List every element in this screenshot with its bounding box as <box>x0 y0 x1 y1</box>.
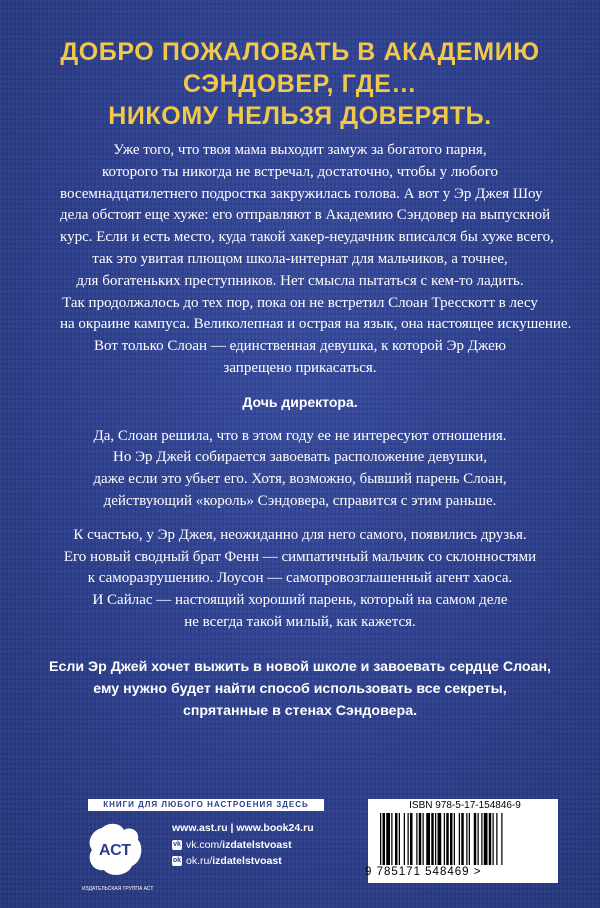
text-line: Его новый сводный брат Фенн — симпатичный мальчик со склонностями <box>63 548 537 565</box>
text-line: даже если это убьет его. Хотя, возможно, бывший парень Слоан, <box>93 471 507 488</box>
text-line: не всегда такой милый, как кажется. <box>184 613 416 630</box>
text-line: действующий «король» Сэндовера, справится с этим раньше. <box>103 492 497 509</box>
vk-name: izdatelstvoast <box>222 839 292 851</box>
text-line: Вот только Слоан — единственная девушка, к которой Эр Джею <box>94 338 506 355</box>
ok-prefix: ok.ru/ <box>186 855 213 867</box>
text-line: к саморазрушению. Лоусон — самопровозглашенный агент хаоса. <box>87 570 513 587</box>
closing-statement <box>40 656 560 722</box>
website-links[interactable]: www.ast.ru | www.book24.ru <box>172 822 314 834</box>
ast-logo <box>86 822 144 884</box>
text-line: Так продолжалось до тех пор, пока он не встретил Слоан Тресскотт в лесу <box>62 294 538 311</box>
paragraph-2 <box>60 426 540 513</box>
ok-link[interactable] <box>172 855 342 867</box>
text-line: Да, Слоан решила, что в этом году ее не интересуют отношения. <box>93 427 507 444</box>
headline-line-1: ДОБРО ПОЖАЛОВАТЬ В АКАДЕМИЮ <box>60 38 540 66</box>
barcode <box>376 813 552 869</box>
closing-line: ему нужно будет найти способ использовать все секреты, <box>93 681 507 697</box>
headline-line-3: НИКОМУ НЕЛЬЗЯ ДОВЕРЯТЬ. <box>108 102 492 130</box>
text-line: К счастью, у Эр Джея, неожиданно для него самого, появились друзья. <box>73 526 527 543</box>
vk-prefix: vk.com/ <box>186 839 223 851</box>
ok-name: izdatelstvoast <box>212 855 282 867</box>
paragraph-3 <box>60 525 540 634</box>
logo-text: АСТ <box>98 842 132 859</box>
text-line: Но Эр Джей собирается завоевать расположение девушки, <box>113 449 487 466</box>
headline-line-2: СЭНДОВЕР, ГДЕ… <box>182 70 418 98</box>
closing-line: Если Эр Джей хочет выжить в новой школе и завоевать сердце Слоан, <box>49 659 551 675</box>
text-line: дела обстоят еще хуже: его отправляют в Академию Сэндовер на выпускной <box>60 207 551 224</box>
text-line: на окраине кампуса. Великолепная и острая на язык, она настоящее искушение. <box>60 316 572 333</box>
synopsis <box>60 140 572 634</box>
barcode-digits: 9 785171 548469 > <box>365 866 482 878</box>
text-line: запрещено прикасаться. <box>223 359 377 376</box>
text-line: так это увитая плющом школа-интернат для мальчиков, а точнее, <box>92 250 508 267</box>
text-line: восемнадцатилетнего подростка закружилась голова. А вот у Эр Джея Шоу <box>60 185 543 202</box>
text-line: для богатеньких преступников. Нет смысла пытаться с кем-то ладить. <box>76 272 524 289</box>
bold-statement: Дочь директора. <box>242 393 358 410</box>
text-line: И Сайлас — настоящий хороший парень, который на самом деле <box>92 592 508 609</box>
publisher-tagline: КНИГИ ДЛЯ ЛЮБОГО НАСТРОЕНИЯ ЗДЕСЬ <box>88 799 324 811</box>
text-line: которого ты никогда не встречал, достаточно, чтобы у любого <box>102 163 498 180</box>
paragraph-1 <box>60 140 572 380</box>
closing-line: спрятанные в стенах Сэндовера. <box>182 703 418 719</box>
text-line: курс. Если и есть место, куда такой хакер-неудачник вписался бы хуже всего, <box>60 229 554 246</box>
text-line: Уже того, что твоя мама выходит замуж за богатого парня, <box>113 142 487 158</box>
vk-link[interactable] <box>172 839 342 851</box>
isbn-label: ISBN 978-5-17-154846-9 <box>409 800 521 811</box>
logo-caption: ИЗДАТЕЛЬСКАЯ ГРУППА АСТ <box>82 886 154 892</box>
headline <box>0 36 600 132</box>
publisher-links <box>172 822 342 871</box>
ok-icon: ok <box>172 857 182 864</box>
vk-icon: vk <box>173 841 181 848</box>
